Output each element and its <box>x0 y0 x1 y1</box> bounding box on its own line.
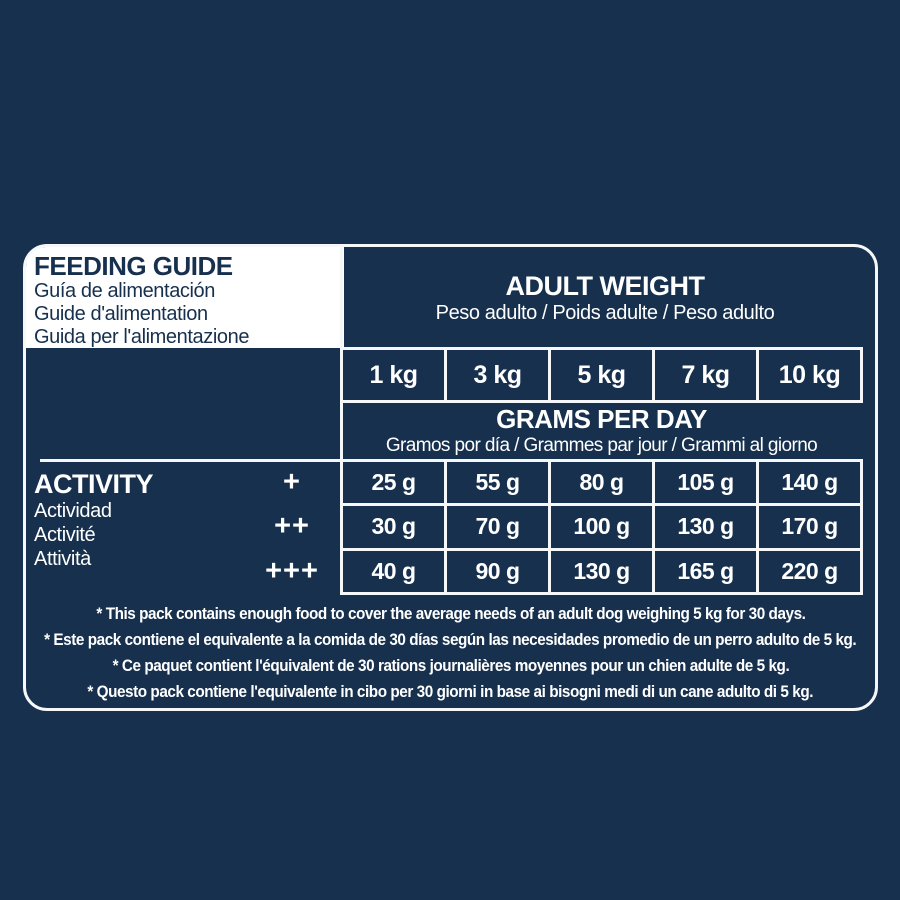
feeding-guide-header-cell <box>26 247 344 348</box>
adult-weight-header <box>343 247 867 348</box>
grams-per-day-subtitle: Gramos por día / Grammes par jour / Grammi al giorno <box>385 435 818 456</box>
weight-header-cell: 5 kg <box>551 350 652 400</box>
grams-cell: 80 g <box>551 462 652 503</box>
activity-subtitle-it: Attività <box>34 548 91 570</box>
adult-weight-title: ADULT WEIGHT <box>505 270 705 301</box>
activity-level-low: + <box>283 466 301 498</box>
grams-cell: 70 g <box>447 506 548 547</box>
grams-cell: 105 g <box>655 462 756 503</box>
weight-header-cell: 7 kg <box>655 350 756 400</box>
grams-per-day-header <box>340 403 863 459</box>
feeding-guide-table <box>26 247 875 708</box>
feeding-guide-panel <box>23 244 878 711</box>
grams-cell: 55 g <box>447 462 548 503</box>
activity-subtitle-fr: Activité <box>34 524 96 546</box>
grams-cell: 220 g <box>759 551 860 592</box>
footnote-it: * Questo pack contiene l'equivalente in cibo per 30 giorni in base ai bisogni medi di un cane adulto di 5 kg. <box>87 682 814 701</box>
grams-cell: 30 g <box>343 506 444 547</box>
grams-cell: 170 g <box>759 506 860 547</box>
grams-cell: 100 g <box>551 506 652 547</box>
grams-cell: 90 g <box>447 551 548 592</box>
grams-cell: 140 g <box>759 462 860 503</box>
grams-cell: 25 g <box>343 462 444 503</box>
footnote-fr: * Ce paquet contient l'équivalent de 30 rations journalières moyennes pour un chien adulte de 5 kg. <box>112 656 789 675</box>
footnote-en: * This pack contains enough food to cover the average needs of an adult dog weighing 5 kg for 30 days. <box>95 604 806 623</box>
activity-subtitle-es: Actividad <box>34 500 112 522</box>
grams-per-day-title: GRAMS PER DAY <box>496 404 707 434</box>
feeding-guide-title: FEEDING GUIDE <box>34 251 233 281</box>
feeding-guide-subtitle-es: Guía de alimentación <box>34 280 216 302</box>
adult-weight-subtitle: Peso adulto / Poids adulte / Peso adulto <box>435 301 775 324</box>
activity-level-medium: ++ <box>274 510 310 542</box>
activity-header <box>34 469 153 571</box>
weight-header-cell: 3 kg <box>447 350 548 400</box>
grams-cell: 130 g <box>551 551 652 592</box>
activity-title: ACTIVITY <box>34 469 154 499</box>
weight-header-cell: 1 kg <box>343 350 444 400</box>
weight-columns-row <box>340 347 863 403</box>
grams-cell: 130 g <box>655 506 756 547</box>
grams-data-grid <box>340 459 863 595</box>
activity-level-high: +++ <box>265 555 319 587</box>
feeding-guide-subtitle-fr: Guide d'alimentation <box>34 303 208 325</box>
grams-cell: 165 g <box>655 551 756 592</box>
footnotes-block <box>26 601 875 705</box>
weight-header-cell: 10 kg <box>759 350 860 400</box>
grams-cell: 40 g <box>343 551 444 592</box>
footnote-es: * Este pack contiene el equivalente a la comida de 30 días según las necesidades promedio de un perro adulto de 5 kg. <box>44 630 857 649</box>
feeding-guide-subtitle-it: Guida per l'alimentazione <box>34 326 250 348</box>
